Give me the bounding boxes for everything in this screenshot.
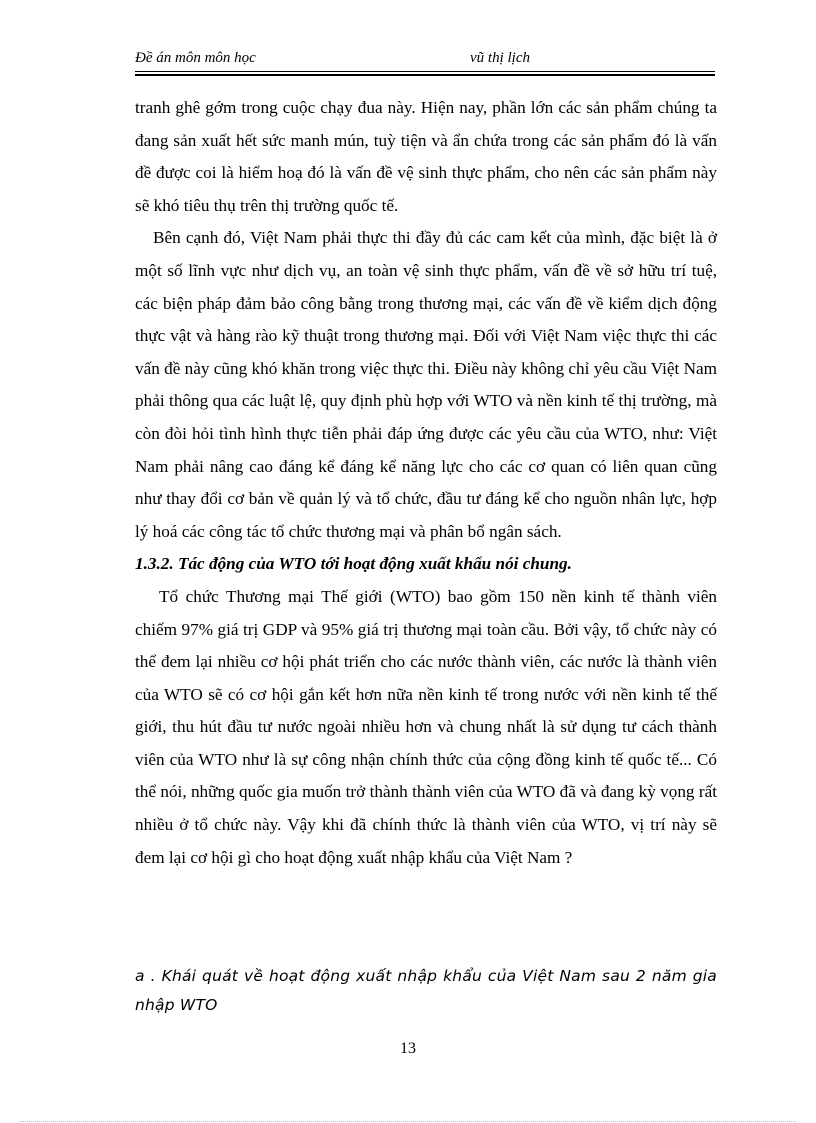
paragraph-wto-overview: Tổ chức Thương mại Thế giới (WTO) bao gồm 150 nền kinh tế thành viên chiếm 97% giá trị GDP và 95% giá trị thương mại toàn cầu. Bởi vậy, tổ chức này có thể đem lại nhiều cơ hội phát triển cho các nước thành viên, các nước là thành viên của WTO sẽ có cơ hội gắn kết hơn nữa nền kinh tế trong nước với nền kinh tế thế giới, thu hút đầu tư nước ngoài nhiều hơn và chung nhất là sử dụng tư cách thành viên của WTO như là sự công nhận chính thức của cộng đồng kinh tế quốc tế... Có thể nói, những quốc gia muốn trở thành thành viên của WTO đã và đang kỳ vọng rất nhiều ở tổ chức này. Vậy khi đã chính thức là thành viên của WTO, vị trí này sẽ đem lại cơ hội gì cho hoạt động xuất nhập khẩu của Việt Nam ? — [135, 586, 717, 867]
section-heading: 1.3.2. Tác động của WTO tới hoạt động xuất khẩu nói chung. — [135, 554, 572, 574]
header-author: vũ thị lịch — [470, 50, 530, 66]
header-rule-thick — [135, 74, 715, 76]
paragraph-continuation: tranh ghê gớm trong cuộc chạy đua này. Hiện nay, phần lớn các sản phẩm chúng ta đang sản xuất hết sức manh mún, tuỳ tiện và ẩn chứa trong các sản phẩm đó là vấn đề được coi là hiểm hoạ đó là vấn đề vệ sinh thực phẩm, cho nên các sản phẩm này sẽ khó tiêu thụ trên thị trường quốc tế. — [135, 98, 717, 215]
page-body — [135, 92, 717, 874]
page-header — [135, 48, 715, 70]
header-course-title: Đề án môn môn học — [135, 50, 256, 66]
page-number: 13 — [400, 1040, 416, 1057]
page-bottom-border — [20, 1121, 796, 1122]
paragraph-commitments: Bên cạnh đó, Việt Nam phải thực thi đầy đủ các cam kết của mình, đặc biệt là ở một số lĩnh vực như dịch vụ, an toàn vệ sinh thực phẩm, vấn đề về sở hữu trí tuệ, các biện pháp đảm bảo công bằng trong thương mại, các vấn đề về kiểm dịch động thực vật và hàng rào kỹ thuật trong thương mại. Đối với Việt Nam việc thực thi các vấn đề này cũng khó khăn trong việc thực thi. Điều này không chỉ yêu cầu Việt Nam phải thông qua các luật lệ, quy định phù hợp với WTO và nền kinh tế thị trường, mà còn đòi hỏi tình hình thực tiễn phải đáp ứng được các yêu cầu của WTO, như: Việt Nam phải nâng cao đáng kể đáng kể năng lực cho các cơ quan có liên quan cũng như thay đổi cơ bản về quản lý và tổ chức, đầu tư đáng kể cho nguồn nhân lực, hợp lý hoá các công tác tổ chức thương mại và phân bổ ngân sách. — [135, 228, 717, 541]
header-rule-thin — [135, 71, 715, 72]
subsection-heading: a . Khái quát về hoạt động xuất nhập khẩu của Việt Nam sau 2 năm gia nhập WTO — [135, 967, 717, 1014]
